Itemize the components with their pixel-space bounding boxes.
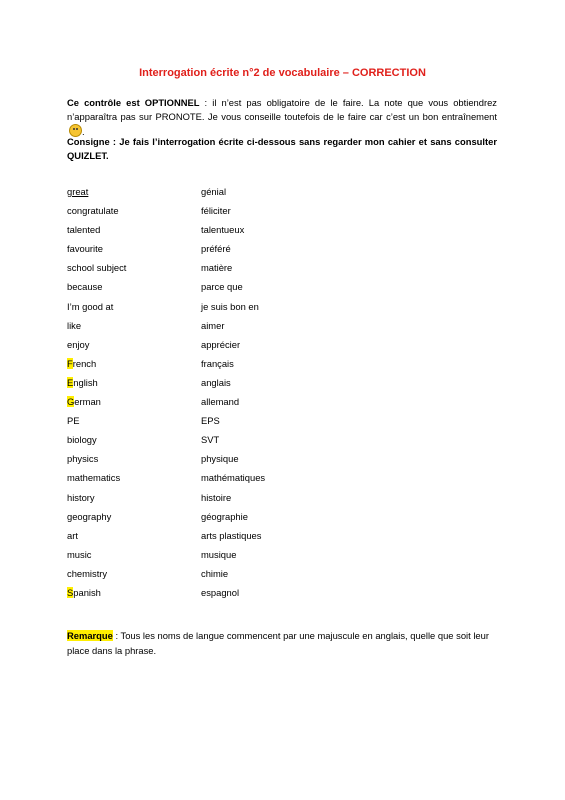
vocab-row bbox=[67, 511, 367, 530]
english-word bbox=[67, 492, 95, 503]
vocab-row bbox=[67, 453, 367, 472]
english-word-text: because bbox=[67, 281, 103, 293]
french-word: talentueux bbox=[201, 224, 245, 236]
french-word: géographie bbox=[201, 510, 248, 522]
vocab-row bbox=[67, 377, 367, 396]
instructions: Consigne : Je fais l’interrogation écrite ci-dessous sans regarder mon cahier et sans consulter QUIZLET. bbox=[67, 136, 497, 161]
vocab-row bbox=[67, 339, 367, 358]
vocab-row bbox=[67, 472, 367, 491]
vocab-row bbox=[67, 320, 367, 339]
vocab-row bbox=[67, 530, 367, 549]
english-word-text: favourite bbox=[67, 243, 103, 255]
highlighted-capital: G bbox=[67, 396, 75, 408]
vocab-row bbox=[67, 396, 367, 415]
english-word-text: mathematics bbox=[67, 472, 121, 484]
english-word bbox=[67, 301, 113, 312]
english-word-text: PE bbox=[67, 415, 80, 427]
french-word: mathématiques bbox=[201, 472, 266, 484]
highlighted-capital: F bbox=[67, 357, 73, 369]
french-word: allemand bbox=[201, 396, 240, 408]
vocab-row bbox=[67, 549, 367, 568]
english-word bbox=[67, 415, 80, 426]
french-word: arts plastiques bbox=[201, 529, 262, 541]
intro-text: : il n’est pas obligatoire de le faire. La note que vous obtiendrez n’apparaîtra pas sur PRONOTE. Je vous conseille toutefois de le faire car c’est un bon entraînement bbox=[67, 97, 497, 122]
english-word-text: I’m good at bbox=[67, 300, 114, 312]
french-word: génial bbox=[201, 186, 227, 197]
english-word-text: talented bbox=[67, 224, 101, 236]
french-word: chimie bbox=[201, 567, 229, 579]
french-word: féliciter bbox=[201, 205, 231, 217]
vocab-row bbox=[67, 224, 367, 243]
english-word-text: erman bbox=[74, 396, 101, 408]
french-word: SVT bbox=[201, 434, 220, 446]
french-word: préféré bbox=[201, 243, 231, 255]
english-word-text: enjoy bbox=[67, 338, 90, 350]
french-word: apprécier bbox=[201, 338, 241, 350]
vocab-row bbox=[67, 434, 367, 453]
english-word bbox=[67, 453, 98, 464]
english-word bbox=[67, 434, 97, 445]
vocab-row bbox=[67, 587, 367, 606]
french-word: je suis bon en bbox=[201, 300, 259, 312]
french-word: français bbox=[201, 357, 234, 369]
english-word-text: congratulate bbox=[67, 205, 119, 217]
vocab-row bbox=[67, 492, 367, 511]
english-word bbox=[67, 186, 88, 197]
english-word-text: music bbox=[67, 548, 92, 560]
english-word-text: rench bbox=[72, 357, 97, 369]
english-word bbox=[67, 377, 98, 388]
french-word: musique bbox=[201, 548, 237, 560]
vocab-row bbox=[67, 415, 367, 434]
french-word: parce que bbox=[201, 281, 243, 293]
remark-label: Remarque bbox=[67, 630, 113, 641]
english-word bbox=[67, 568, 107, 579]
english-word-text: geography bbox=[67, 510, 112, 522]
vocabulary-list bbox=[67, 186, 367, 606]
english-word bbox=[67, 587, 101, 598]
intro-paragraph bbox=[67, 96, 497, 139]
remark-text: : Tous les noms de langue commencent par une majuscule en anglais, quelle que soit leur place dans la phrase. bbox=[67, 630, 489, 656]
english-word-text: school subject bbox=[67, 262, 127, 274]
vocab-row bbox=[67, 186, 367, 205]
french-word: espagnol bbox=[201, 586, 240, 598]
vocab-row bbox=[67, 205, 367, 224]
french-word: anglais bbox=[201, 376, 231, 388]
remark-paragraph bbox=[67, 628, 507, 658]
english-word bbox=[67, 205, 119, 216]
english-word bbox=[67, 530, 78, 541]
english-word-text: chemistry bbox=[67, 567, 108, 579]
vocab-row bbox=[67, 301, 367, 320]
english-word-text: panish bbox=[73, 586, 101, 598]
english-word bbox=[67, 320, 81, 331]
english-word bbox=[67, 339, 89, 350]
vocab-row bbox=[67, 568, 367, 587]
french-word: physique bbox=[201, 453, 239, 465]
intro-end: . bbox=[82, 126, 85, 137]
english-word bbox=[67, 224, 100, 235]
english-word bbox=[67, 472, 120, 483]
english-word bbox=[67, 511, 111, 522]
vocab-row bbox=[67, 243, 367, 262]
page-title: Interrogation écrite n°2 de vocabulaire – CORRECTION bbox=[139, 67, 426, 79]
english-word-text: biology bbox=[67, 434, 97, 446]
english-word-text: great bbox=[67, 186, 89, 197]
english-word-text: physics bbox=[67, 453, 99, 465]
vocab-row bbox=[67, 262, 367, 281]
highlighted-capital: S bbox=[67, 586, 74, 598]
french-word: matière bbox=[201, 262, 233, 274]
english-word bbox=[67, 243, 103, 254]
english-word bbox=[67, 262, 126, 273]
english-word bbox=[67, 281, 102, 292]
english-word bbox=[67, 358, 96, 369]
vocab-row bbox=[67, 358, 367, 377]
english-word-text: nglish bbox=[73, 376, 98, 388]
english-word bbox=[67, 549, 91, 560]
vocab-row bbox=[67, 281, 367, 300]
french-word: EPS bbox=[201, 415, 220, 427]
english-word bbox=[67, 396, 101, 407]
french-word: histoire bbox=[201, 491, 232, 503]
french-word: aimer bbox=[201, 319, 225, 331]
english-word-text: history bbox=[67, 491, 95, 503]
intro-bold: Ce contrôle est OPTIONNEL bbox=[67, 97, 200, 108]
english-word-text: art bbox=[67, 529, 78, 541]
highlighted-capital: E bbox=[67, 376, 74, 388]
english-word-text: like bbox=[67, 319, 82, 331]
